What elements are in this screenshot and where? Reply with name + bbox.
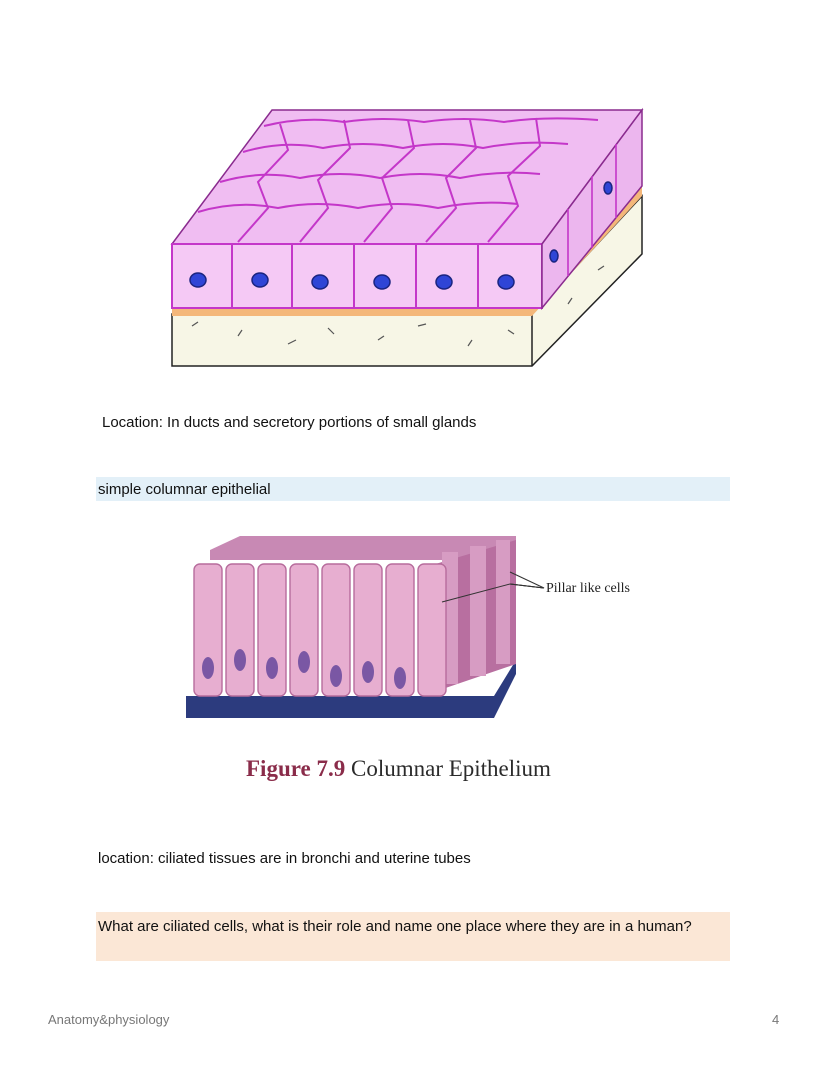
figure-caption-prefix: Figure 7.9 [246, 756, 346, 781]
figure-caption-title: Columnar Epithelium [350, 756, 551, 781]
location-text-cuboidal: Location: In ducts and secretory portions of small glands [102, 414, 477, 431]
pillar-cells-label: Pillar like cells [546, 581, 630, 596]
cell-nucleus [298, 651, 310, 673]
figure-caption [246, 756, 551, 782]
highlighted-heading-columnar [96, 477, 730, 501]
cell-nucleus [394, 667, 406, 689]
cell-nucleus [202, 657, 214, 679]
highlighted-question [96, 912, 730, 961]
footer-page-number: 4 [772, 1012, 780, 1027]
columnar-cell [226, 564, 254, 696]
location-text-ciliated: location: ciliated tissues are in bronchi and uterine tubes [98, 850, 471, 867]
cell-nucleus [266, 657, 278, 679]
question-text: What are ciliated cells, what is their role and name one place where they are in a human? [98, 918, 692, 935]
cell-nucleus [362, 661, 374, 683]
cell-nucleus [234, 649, 246, 671]
cell-nucleus [330, 665, 342, 687]
cuboidal-epithelium-illustration [168, 104, 646, 384]
columnar-cell [418, 564, 446, 696]
columnar-cell [290, 564, 318, 696]
columnar-epithelium-illustration [180, 528, 660, 724]
footer-document-title: Anatomy&physiology [48, 1012, 170, 1027]
heading-columnar-text: simple columnar epithelial [98, 481, 271, 498]
